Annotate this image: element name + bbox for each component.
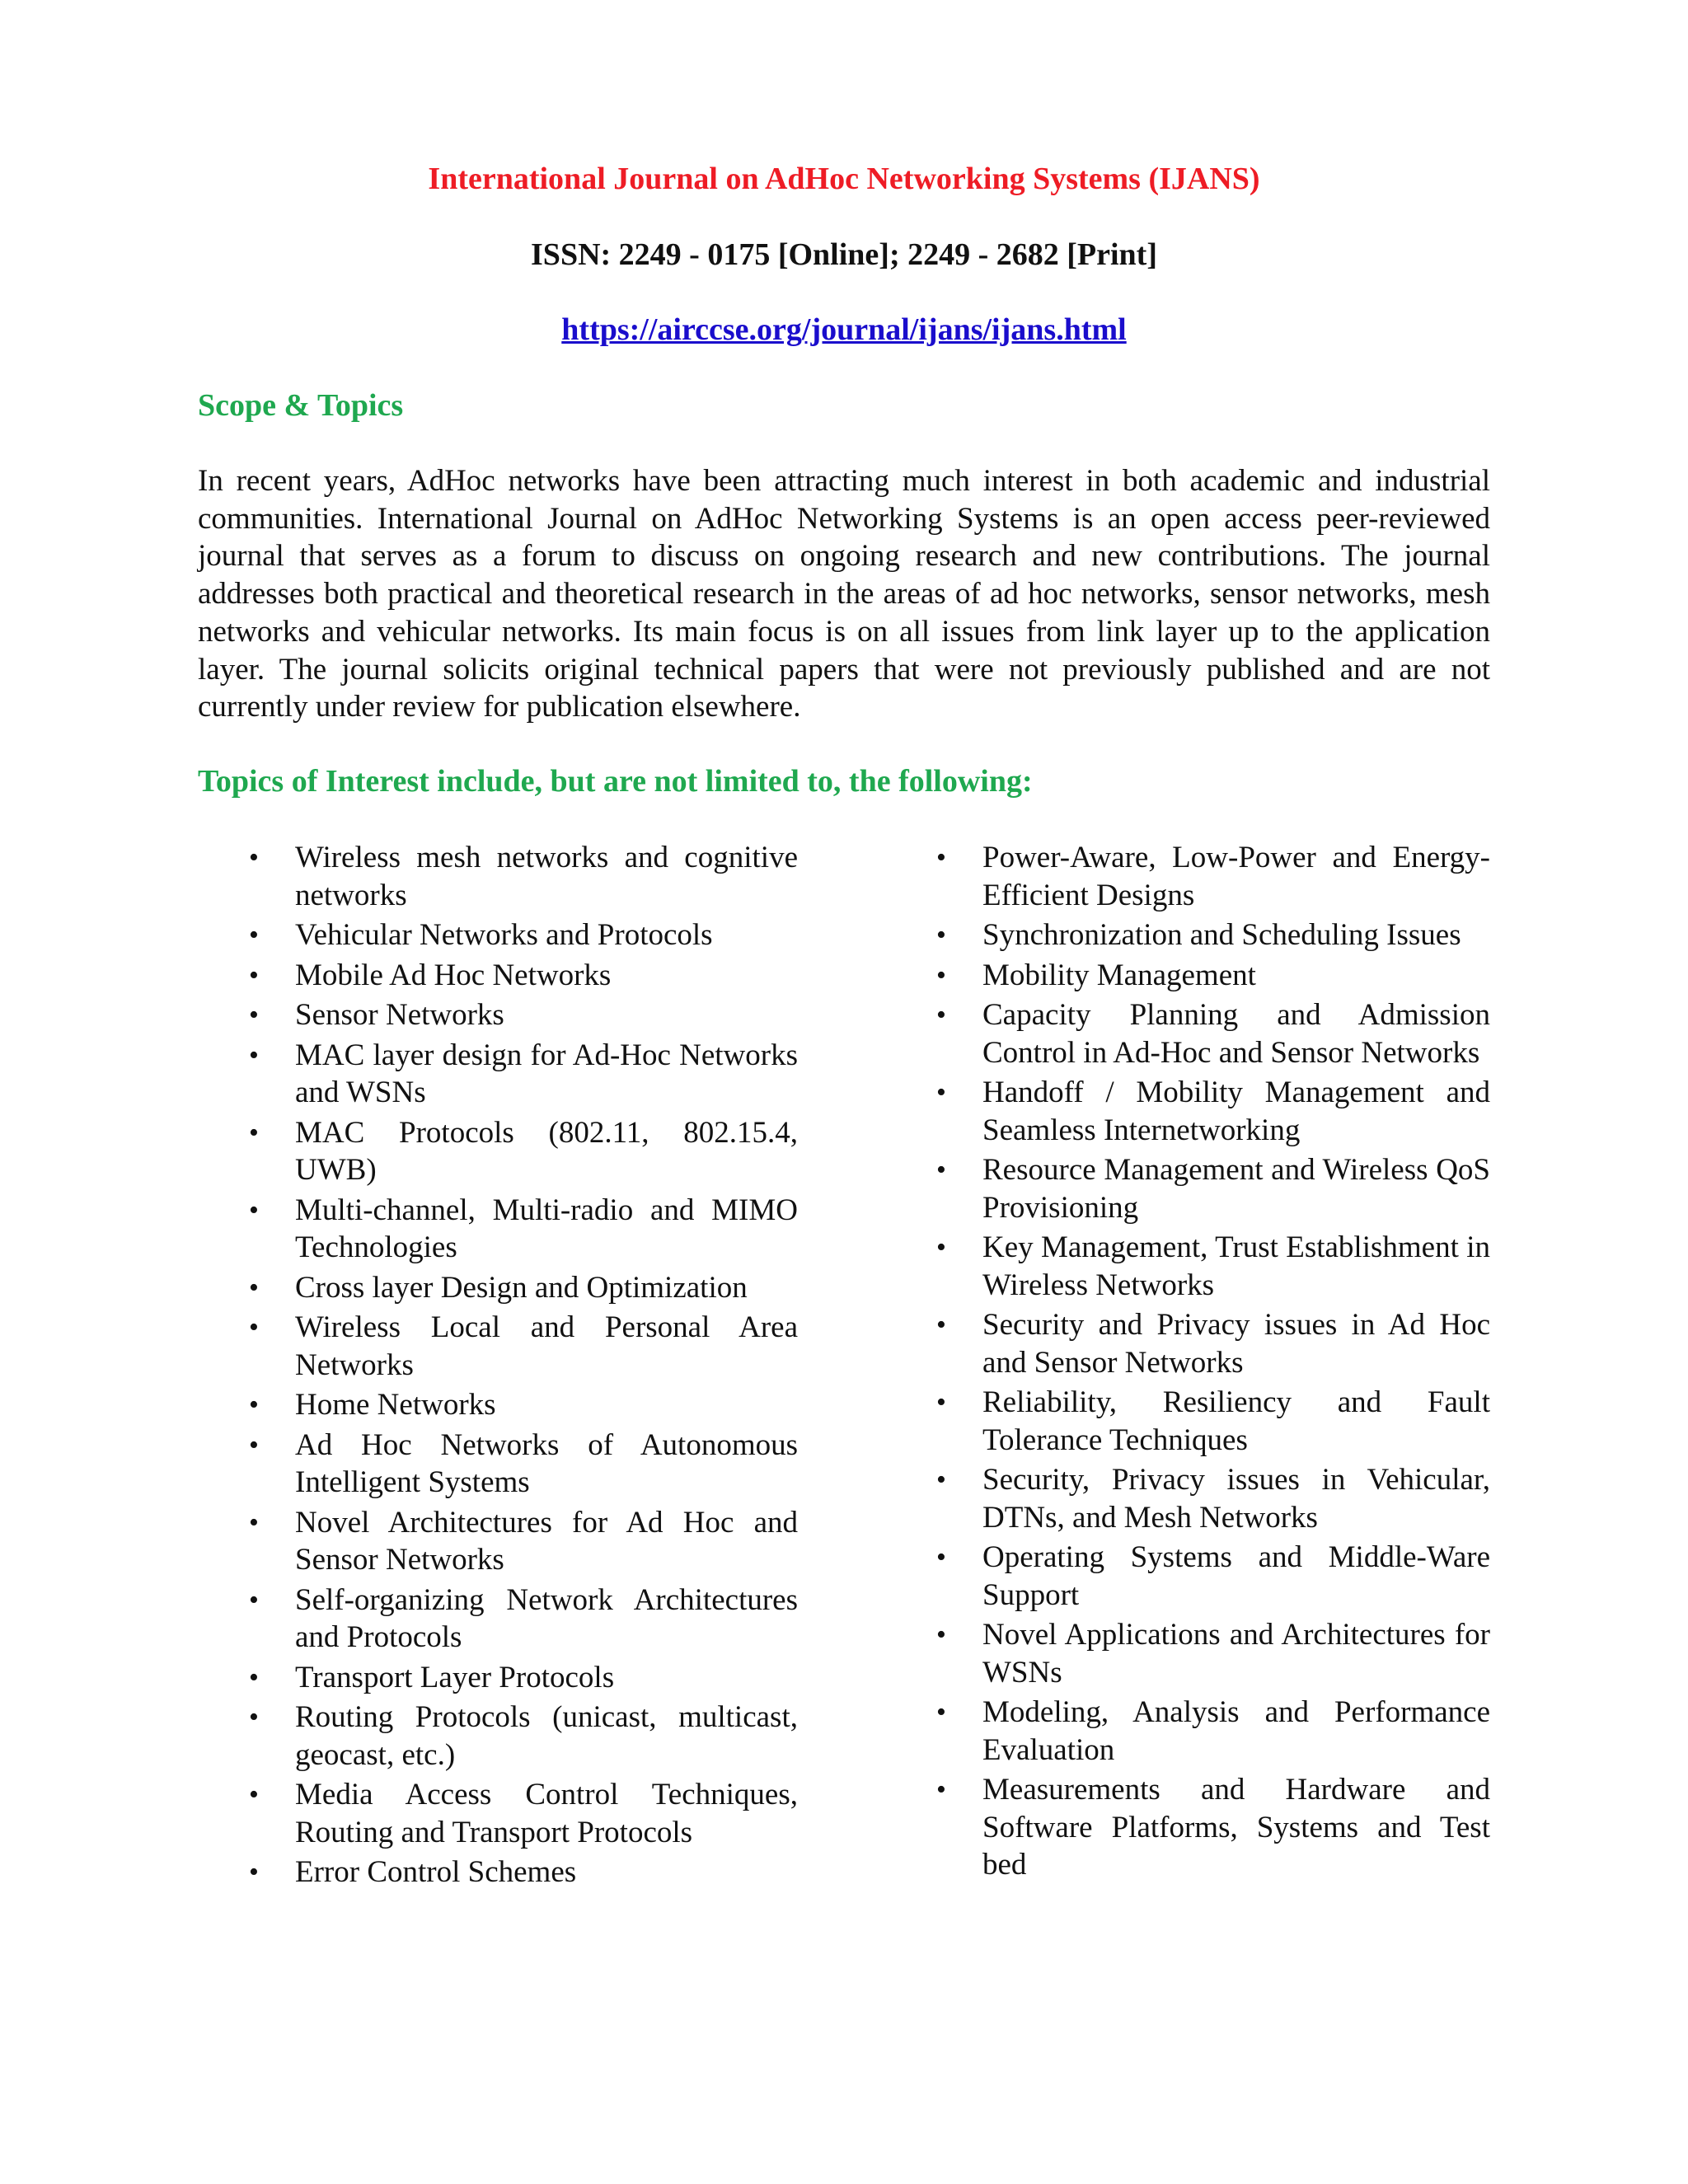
topic-label: Security, Privacy issues in Vehicular, DTNs, and Mesh Networks bbox=[982, 1463, 1490, 1535]
list-item bbox=[246, 839, 798, 914]
bullet-icon: • bbox=[249, 1779, 259, 1810]
list-item bbox=[933, 957, 1490, 995]
topic-label: Mobility Management bbox=[982, 958, 1256, 992]
list-item bbox=[933, 1771, 1490, 1884]
list-item bbox=[933, 996, 1490, 1071]
list-item bbox=[246, 996, 798, 1034]
topic-label: Novel Architectures for Ad Hoc and Sensor Networks bbox=[295, 1505, 798, 1577]
bullet-icon: • bbox=[936, 1310, 946, 1340]
list-item bbox=[246, 1582, 798, 1657]
issn-line: ISSN: 2249 - 0175 [Online]; 2249 - 2682 [Print] bbox=[531, 237, 1157, 272]
topic-label: Novel Applications and Architectures for WSNs bbox=[982, 1618, 1490, 1690]
bullet-icon: • bbox=[249, 1194, 259, 1226]
topic-label: Multi-channel, Multi-radio and MIMO Technologies bbox=[295, 1193, 798, 1264]
list-item bbox=[246, 1192, 798, 1267]
topic-label: Modeling, Analysis and Performance Evaluation bbox=[982, 1695, 1490, 1767]
topic-label: Capacity Planning and Admission Control in Ad-Hoc and Sensor Networks bbox=[982, 998, 1490, 1070]
bullet-icon: • bbox=[936, 842, 946, 873]
list-item bbox=[933, 1151, 1490, 1226]
topic-label: Key Management, Trust Establishment in Wireless Networks bbox=[982, 1230, 1490, 1302]
topic-label: Power-Aware, Low-Power and Energy-Efficient Designs bbox=[982, 841, 1490, 912]
bullet-icon: • bbox=[249, 1429, 259, 1460]
list-item bbox=[933, 1694, 1490, 1769]
list-item bbox=[246, 1309, 798, 1384]
bullet-icon: • bbox=[936, 1387, 946, 1418]
bullet-icon: • bbox=[936, 1619, 946, 1650]
list-item bbox=[933, 1461, 1490, 1536]
bullet-icon: • bbox=[249, 920, 259, 950]
bullet-icon: • bbox=[249, 1117, 259, 1148]
bullet-icon: • bbox=[936, 920, 946, 950]
list-item bbox=[246, 1386, 798, 1424]
topic-label: Cross layer Design and Optimization bbox=[295, 1270, 748, 1305]
topic-label: Transport Layer Protocols bbox=[295, 1660, 615, 1694]
bullet-icon: • bbox=[249, 1857, 259, 1887]
topic-label: Home Networks bbox=[295, 1388, 496, 1422]
journal-url-link[interactable]: https://airccse.org/journal/ijans/ijans.html bbox=[561, 312, 1127, 347]
topic-label: MAC layer design for Ad-Hoc Networks and WSNs bbox=[295, 1038, 798, 1109]
list-item bbox=[246, 1427, 798, 1502]
topic-label: Media Access Control Techniques, Routing and Transport Protocols bbox=[295, 1778, 798, 1849]
journal-title: International Journal on AdHoc Networking Systems (IJANS) bbox=[428, 162, 1260, 196]
bullet-icon: • bbox=[936, 959, 946, 991]
bullet-icon: • bbox=[936, 1000, 946, 1030]
topic-label: Sensor Networks bbox=[295, 998, 504, 1032]
list-item bbox=[933, 1539, 1490, 1614]
bullet-icon: • bbox=[936, 1542, 946, 1572]
bullet-icon: • bbox=[249, 1584, 259, 1615]
bullet-icon: • bbox=[249, 1000, 259, 1030]
list-item bbox=[246, 916, 798, 954]
journal-url-wrapper bbox=[198, 312, 1490, 348]
bullet-icon: • bbox=[936, 1077, 946, 1108]
list-item bbox=[933, 916, 1490, 954]
topic-label: MAC Protocols (802.11, 802.15.4, UWB) bbox=[295, 1115, 798, 1187]
topic-label: Reliability, Resiliency and Fault Tolerance Techniques bbox=[982, 1385, 1490, 1457]
topic-label: Synchronization and Scheduling Issues bbox=[982, 918, 1461, 952]
scope-paragraph: In recent years, AdHoc networks have been attracting much interest in both academic and industrial communities. International Journal on AdHoc Networking Systems is an open access peer-reviewed journal that serves as a forum to discuss on ongoing research and new contributions. The journal addresses both practical and theoretical research in the areas of ad hoc networks, sensor networks, mesh networks and vehicular networks. Its main focus is on all issues from link layer up to the application layer. The journal solicits original technical papers that were not previously published and are not currently under review for publication elsewhere. bbox=[198, 464, 1490, 724]
list-item bbox=[246, 1659, 798, 1697]
bullet-icon: • bbox=[936, 1697, 946, 1727]
scope-heading: Scope & Topics bbox=[198, 388, 404, 423]
topic-label: Self-organizing Network Architectures and Protocols bbox=[295, 1582, 798, 1654]
topic-label: Vehicular Networks and Protocols bbox=[295, 918, 713, 952]
bullet-icon: • bbox=[249, 1661, 259, 1693]
bullet-icon: • bbox=[936, 1774, 946, 1805]
topic-label: Ad Hoc Networks of Autonomous Intelligent Systems bbox=[295, 1427, 798, 1499]
topic-label: Measurements and Hardware and Software Platforms, Systems and Test bed bbox=[982, 1773, 1490, 1882]
bullet-icon: • bbox=[249, 1312, 259, 1343]
list-item bbox=[933, 1384, 1490, 1459]
topic-label: Wireless Local and Personal Area Networks bbox=[295, 1310, 798, 1382]
list-item bbox=[246, 1269, 798, 1307]
list-item bbox=[933, 1306, 1490, 1381]
bullet-icon: • bbox=[936, 1155, 946, 1185]
topic-label: Routing Protocols (unicast, multicast, geocast, etc.) bbox=[295, 1700, 798, 1772]
bullet-icon: • bbox=[249, 1390, 259, 1420]
bullet-icon: • bbox=[249, 1507, 259, 1538]
topic-label: Mobile Ad Hoc Networks bbox=[295, 958, 612, 992]
list-item bbox=[246, 1699, 798, 1774]
list-item bbox=[246, 1114, 798, 1189]
bullet-icon: • bbox=[249, 1039, 259, 1071]
topic-label: Resource Management and Wireless QoS Provisioning bbox=[982, 1153, 1490, 1225]
topics-heading: Topics of Interest include, but are not limited to, the following: bbox=[198, 764, 1033, 799]
list-item bbox=[246, 1776, 798, 1851]
list-item bbox=[246, 957, 798, 995]
bullet-icon: • bbox=[249, 842, 259, 873]
bullet-icon: • bbox=[936, 1232, 946, 1263]
topic-label: Error Control Schemes bbox=[295, 1855, 577, 1889]
list-item bbox=[933, 1229, 1490, 1304]
topics-list-left bbox=[246, 839, 798, 1894]
list-item bbox=[933, 1074, 1490, 1149]
list-item bbox=[933, 1616, 1490, 1691]
bullet-icon: • bbox=[249, 1702, 259, 1732]
topic-label: Operating Systems and Middle-Ware Support bbox=[982, 1540, 1490, 1612]
bullet-icon: • bbox=[936, 1465, 946, 1495]
list-item bbox=[933, 839, 1490, 914]
topic-label: Handoff / Mobility Management and Seamless Internetworking bbox=[982, 1076, 1490, 1147]
topic-label: Security and Privacy issues in Ad Hoc and Sensor Networks bbox=[982, 1308, 1490, 1380]
topic-label: Wireless mesh networks and cognitive networks bbox=[295, 841, 798, 912]
list-item bbox=[246, 1854, 798, 1891]
bullet-icon: • bbox=[249, 1272, 259, 1303]
bullet-icon: • bbox=[249, 959, 259, 991]
topics-list-right bbox=[933, 839, 1490, 1886]
list-item bbox=[246, 1504, 798, 1579]
list-item bbox=[246, 1037, 798, 1112]
